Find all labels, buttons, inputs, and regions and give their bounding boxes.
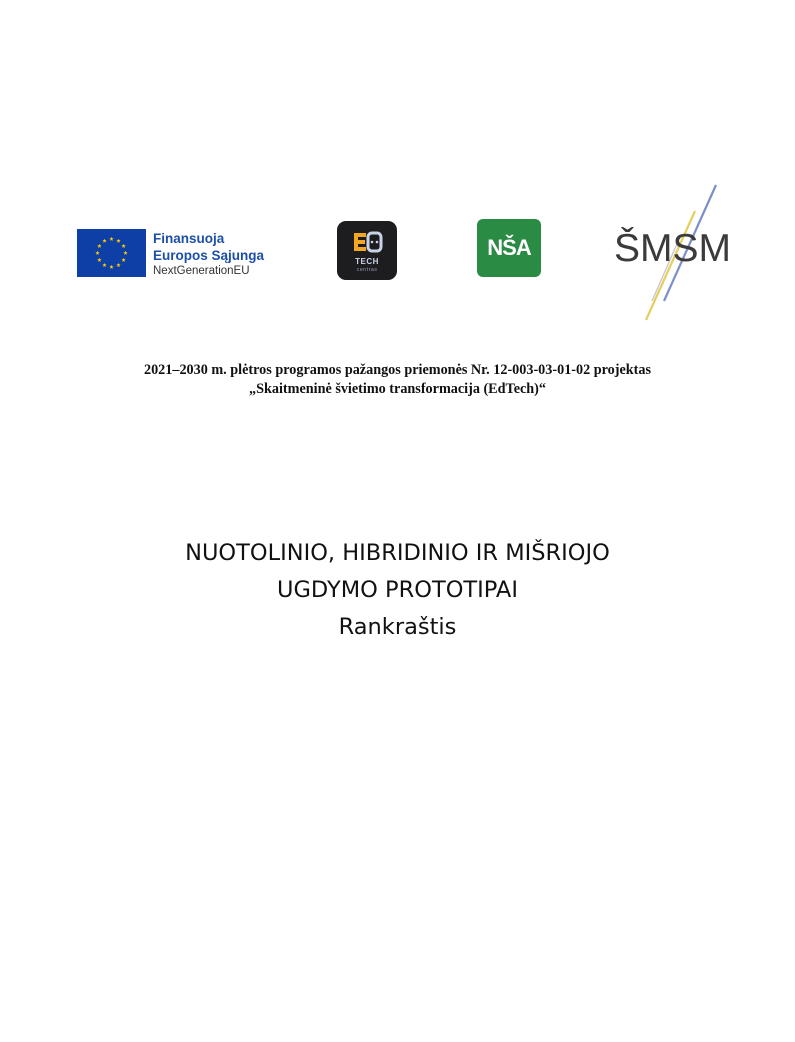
eu-funding-line3: NextGenerationEU [153, 265, 250, 277]
eu-star-icon [116, 263, 120, 267]
program-line2: „Skaitmeninė švietimo transformacija (EdTech)“ [249, 381, 546, 397]
eu-star-icon [121, 258, 125, 262]
eu-funding-line1: Finansuoja [153, 231, 225, 246]
eu-star-icon [121, 244, 125, 248]
title-line1: NUOTOLINIO, HIBRIDINIO IR MIŠRIOJO [185, 540, 610, 566]
eu-star-icon [102, 263, 106, 267]
title-line2: UGDYMO PROTOTIPAI [277, 577, 518, 603]
edtech-logo [337, 221, 397, 280]
nsa-logo [477, 219, 541, 277]
eu-star-icon [102, 239, 106, 243]
eu-star-icon [123, 251, 127, 255]
smsm-logo [608, 183, 753, 323]
eu-star-icon [95, 251, 99, 255]
smsm-logo-text: ŠMSM [614, 227, 731, 270]
title-subtitle: Rankraštis [338, 614, 457, 640]
eu-flag-icon [77, 229, 146, 277]
edtech-word: TECH [355, 257, 379, 266]
eu-funding-text [153, 230, 264, 278]
program-line1: 2021–2030 m. plėtros programos pažangos priemonės Nr. 12-003-03-01-02 projektas [143, 362, 652, 378]
eu-star-icon [97, 244, 101, 248]
document-title [0, 535, 795, 646]
edtech-subtitle: centras [356, 267, 378, 273]
eu-star-icon [109, 265, 113, 269]
eu-funding-logo [77, 229, 264, 278]
eu-star-icon [97, 258, 101, 262]
eu-star-icon [109, 237, 113, 241]
eu-funding-line2: Europos Sąjunga [153, 248, 265, 263]
program-heading [0, 361, 795, 399]
nsa-logo-text: NŠA [487, 235, 531, 260]
eu-star-icon [116, 239, 120, 243]
